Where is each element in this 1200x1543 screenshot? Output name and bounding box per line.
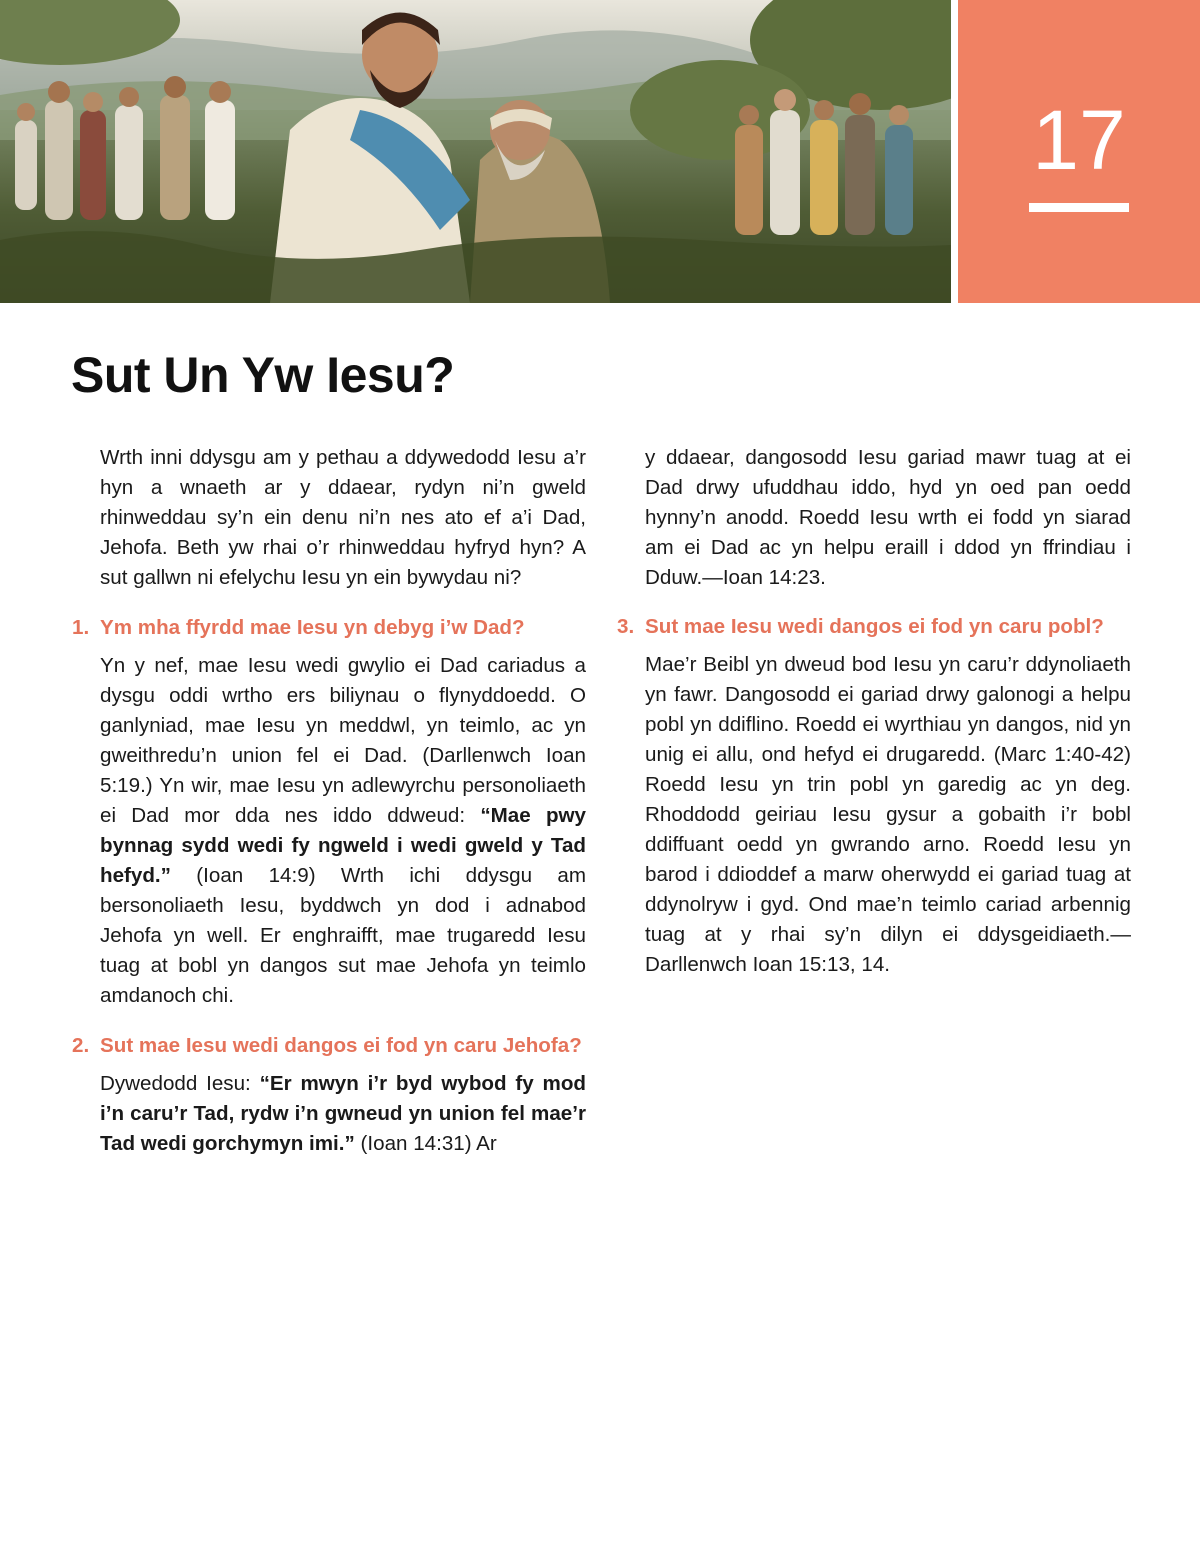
question-1-text: Ym mha ffyrdd mae Iesu yn debyg i’w Dad? <box>100 616 525 639</box>
question-3 <box>617 612 1131 642</box>
question-1-number: 1. <box>72 616 90 639</box>
left-column <box>72 443 586 1159</box>
question-2-text: Sut mae Iesu wedi dangos ei fod yn caru Jehofa? <box>100 1034 582 1057</box>
question-2-number: 2. <box>72 1034 90 1057</box>
chapter-underline <box>1029 203 1129 212</box>
answer-2-paragraph <box>100 1069 586 1159</box>
question-3-number: 3. <box>617 615 635 638</box>
answer-1-text-a: Yn y nef, mae Iesu wedi gwylio ei Dad cariadus a dysgu oddi wrtho ers biliynau o flynyddoedd. O ganlyniad, mae Iesu yn meddwl, yn teimlo, ac yn gweithredu’n union fel ei Dad. (Darllenwch Ioan 5:19.) Yn wir, mae Iesu yn adlewyrchu personoliaeth ei Dad mor dda nes iddo ddweud: <box>100 654 586 827</box>
answer-2-text-b: (Ioan 14:31) Ar <box>354 1132 497 1155</box>
intro-paragraph: Wrth inni ddysgu am y pethau a ddywedodd Iesu a’r hyn a wnaeth ar y ddaear, rydyn ni’n gweld rhinweddau sy’n ein denu ni’n nes ato ef a’i Dad, Jehofa. Beth yw rhai o’r rhinweddau hyfryd hyn? A sut gallwn ni efelychu Iesu yn ein bywydau ni? <box>100 446 586 589</box>
question-3-text: Sut mae Iesu wedi dangos ei fod yn caru pobl? <box>645 615 1104 638</box>
answer-2-text-a: Dywedodd Iesu: <box>100 1072 260 1095</box>
hero-illustration <box>0 0 951 303</box>
answer-2-continued: y ddaear, dangosodd Iesu gariad mawr tuag at ei Dad drwy ufuddhau iddo, hyd yn oed pan oedd hynny’n anodd. Roedd Iesu wrth ei fodd yn siarad am ei Dad ac yn helpu eraill i ddod yn ffrindiau i Dduw.—Ioan 14:23. <box>645 446 1131 589</box>
answer-2-quote: “Er mwyn i’r byd wybod fy mod i’n caru’r Tad, rydw i’n gwneud yn union fel mae’r Tad wedi gorchymyn imi.” <box>100 1072 586 1155</box>
hero-scene-graphic <box>0 0 951 303</box>
answer-1-text-b: (Ioan 14:9) Wrth ichi ddysgu am bersonoliaeth Iesu, byddwch yn dod i adnabod Jehofa yn well. Er enghraifft, mae trugaredd Iesu tuag at bobl yn dangos sut mae Jehofa yn teimlo amdanoch chi. <box>100 864 586 1007</box>
right-column <box>617 443 1131 980</box>
answer-1-paragraph <box>100 651 586 1011</box>
chapter-badge <box>958 0 1200 303</box>
chapter-number: 17 <box>1032 93 1126 187</box>
page-title: Sut Un Yw Iesu? <box>71 347 455 403</box>
question-2 <box>72 1031 586 1061</box>
answer-1-quote: “Mae pwy bynnag sydd wedi fy ngweld i wedi gweld y Tad hefyd.” <box>100 804 586 887</box>
question-1 <box>72 613 586 643</box>
answer-3-paragraph: Mae’r Beibl yn dweud bod Iesu yn caru’r ddynoliaeth yn fawr. Dangosodd ei gariad drwy galonogi a helpu pobl yn ddiflino. Roedd ei wyrthiau yn dangos, nid yn unig ei allu, ond hefyd ei drugaredd. (Marc 1:40-42) Roedd Iesu yn trin pobl yn garedig ac yn deg. Rhoddodd geiriau Iesu gysur a gobaith i’r bobl ddiffuant oedd yn gwrando arno. Roedd Iesu yn barod i ddioddef a marw oherwydd ei gariad tuag at ddynolryw i gyd. Ond mae’n teimlo cariad arbennig tuag at y rhai sy’n dilyn ei ddysgeidiaeth.—Darllenwch Ioan 15:13, 14. <box>645 653 1131 976</box>
